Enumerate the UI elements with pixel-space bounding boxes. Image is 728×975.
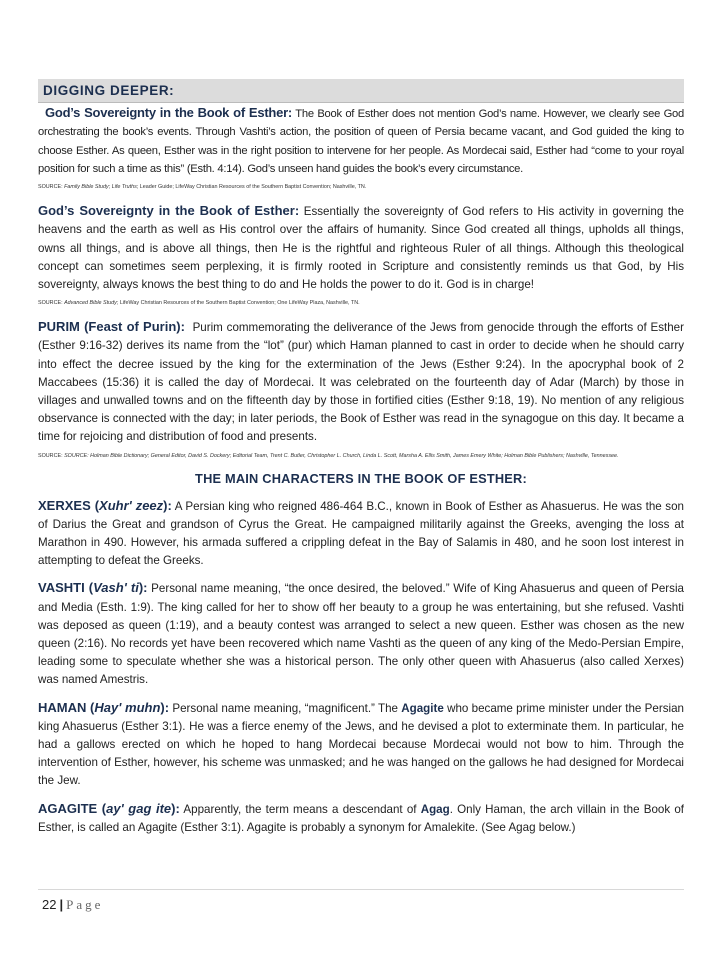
paragraph-heading: God’s Sovereignty in the Book of Esther:	[45, 105, 292, 120]
section-header-bar	[38, 79, 684, 103]
paragraph-body: The Book of Esther does not mention God’s name. However, we clearly see God orchestrating the book’s events. Through Vashti’s action, the position of queen of Persia became vacant, and God guided the king to choose Esther. As queen, Esther was in the right position to intervene for her people. As Mordecai said, Esther had “come to your royal position for such a time as this” (Esth. 4:14). God’s unseen hand guides the book’s every circumstance.	[38, 108, 684, 175]
page-word: Page	[66, 897, 104, 912]
paragraph-heading: PURIM (Feast of Purin):	[38, 319, 185, 335]
footer-separator: |	[59, 897, 64, 912]
paragraph-sovereignty-2	[38, 202, 684, 294]
source-citation: SOURCE: Advanced Bible Study; LifeWay Christian Resources of the Southern Baptist Convention; One LifeWay Plaza, Nashville, TN.	[38, 300, 360, 307]
paragraph-purim	[38, 318, 684, 446]
paragraph-body: Purim commemorating the deliverance of the Jews from genocide through the efforts of Esther (Esther 9:16-32) derives its name from the “lot” (pur) which Haman planned to cast in order to decide when he should carry into effect the decree issued by the king for the extermination of the Jews (Esther 9:24). In the apocryphal book of 2 Maccabees (15:36) it is called the day of Mordecai. It was celebrated on the fourteenth day of Adar (March) by those in villages and unwalled towns and on the fifteenth day by those in fortified cities (Esther 9:18, 19). No mention of any religious observance is connected with the day; in later periods, the Book of Esther was read in the synagogue on this day. It became a time for rejoicing and distribution of food and presents.	[38, 321, 684, 444]
entry-xerxes: XERXES (Xuhr' zeez): A Persian king who reigned 486-464 B.C., known in Book of Esther as Ahasuerus. He was the son of Darius the Great and grandson of Cyrus the Great. He campaigned militarily against the Greeks, avenging the loss at Marathon in 490. However, his armada suffered a crippling defeat in the Bay of Salamis in 480, and he soon lost interest in attempting to defeat the Greeks.	[38, 497, 684, 568]
entry-haman: HAMAN (Hay' muhn): Personal name meaning, “magnificent.” The Agagite who became prime minister under the Persian king Ahasuerus (Esther 3:1). He was a fierce enemy of the Jews, and he devised a plot to exterminate them. In particular, he had a gallows erected on which he hoped to hang Mordecai because Mordecai would not bow to him. Through the intervention of Esther, however, his scheme was unmasked; and he was hanged on the gallows he had designed for Mordecai the Jew.	[38, 699, 684, 788]
source-citation: SOURCE: SOURCE: Holman Bible Dictionary; General Editor, David S. Dockery; Editorial Team, Trent C. Butler, Christopher L. Church, Linda L. Scott, Marsha A. Ellis Smith, James Emery White; Holman Bible Publishers; Nashville, Tennessee.	[38, 452, 619, 459]
paragraph-body: Essentially the sovereignty of God refers to His activity in governing the heavens and the earth as well as His control over the affairs of humanity. Since God created all things, upholds all things, owns all things, and is above all things, then He is the rightful and righteous Ruler of all things. Although this theological concept can sometimes seem perplexing, it is firmly rooted in Scripture and consistently reminds us that God, by His sovereignty, always knows the best thing to do and He holds the power to do it. God is in charge!	[38, 205, 684, 291]
paragraph-sovereignty-1	[38, 104, 684, 178]
source-citation: SOURCE: Family Bible Study; Life Truths; Leader Guide; LifeWay Christian Resources of the Southern Baptist Convention; Nashville, TN.	[38, 184, 367, 191]
entry-vashti: VASHTI (Vash' ti): Personal name meaning, “the once desired, the beloved.” Wife of King Ahasuerus and queen of Persia and Media (Esth. 1:9). The king called for her to show off her beauty to a group he was entertaining, but she refused. Vashti was deposed as queen (1:19), and a beauty contest was arranged to select a new queen. Esther was chosen as the new queen (2:16). No records yet have been recovered which name Vashti as the queen of any king of the Medo-Persian Empire, leading some to speculate whether she was a historical person. The only other queen with Ahasuerus (also called Xerxes) was named Amestris.	[38, 580, 684, 687]
footer-divider	[38, 889, 684, 890]
entry-agagite: AGAGITE (ay' gag ite): Apparently, the term means a descendant of Agag. Only Haman, the arch villain in the Book of Esther, is called an Agagite (Esther 3:1). Agagite is probably a synonym for Amalekite. (See Agag below.)	[38, 800, 684, 834]
page-number: 22	[42, 897, 57, 912]
section-header-title: DIGGING DEEPER:	[43, 83, 175, 98]
paragraph-heading: God’s Sovereignty in the Book of Esther:	[38, 203, 300, 219]
page-content	[38, 104, 684, 837]
main-characters-title: THE MAIN CHARACTERS IN THE BOOK OF ESTHER:	[195, 470, 527, 486]
page-footer	[42, 897, 103, 913]
